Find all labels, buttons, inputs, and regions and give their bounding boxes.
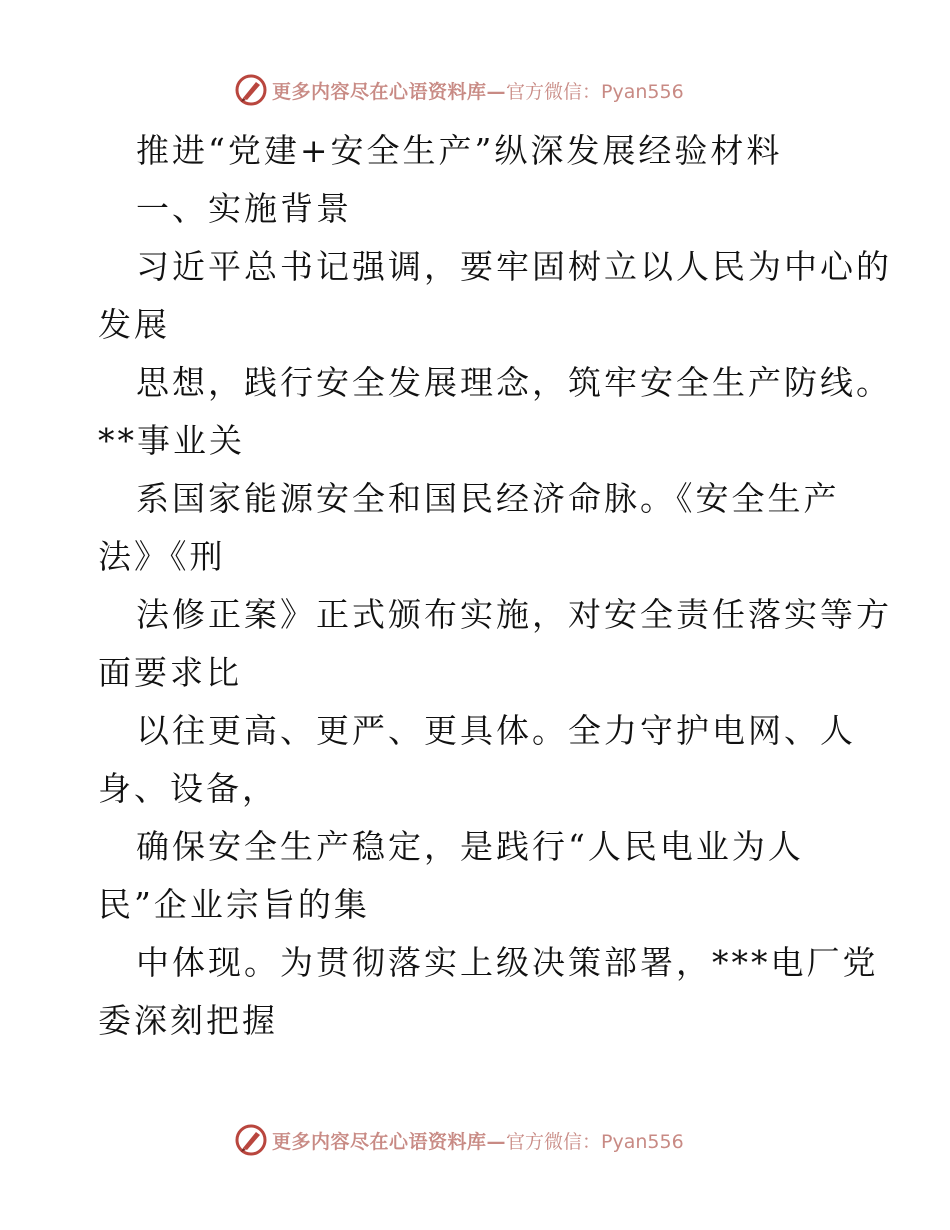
paragraph-line: 以往更高、更严、更具体。全力守护电网、人 (136, 711, 856, 750)
banner-wechat-text: 官方微信：Pyan556 (506, 80, 684, 103)
paragraph-line: 法修正案》正式颁布实施，对安全责任落实等方 (136, 595, 892, 634)
banner-site-text: 更多内容尽在心语资料库— (272, 80, 507, 103)
banner-site-text: 更多内容尽在心语资料库— (272, 1130, 507, 1153)
paragraph-line: 民”企业宗旨的集 (98, 885, 370, 924)
paragraph-line: 委深刻把握 (98, 1001, 278, 1040)
paragraph-line: 习近平总书记强调，要牢固树立以人民为中心的 (136, 247, 892, 286)
quill-pen-seal-icon (234, 73, 268, 107)
paragraph-line: 面要求比 (98, 653, 242, 692)
paragraph-line: 法》《刑 (98, 537, 226, 576)
header-watermark-banner (234, 70, 684, 110)
footer-watermark-banner (234, 1120, 684, 1160)
paragraph-line: 身、设备， (98, 769, 278, 808)
paragraph-line: **事业关 (98, 421, 245, 460)
paragraph-line: 思想，践行安全发展理念，筑牢安全生产防线。 (136, 363, 892, 402)
paragraph-line: 确保安全生产稳定，是践行“人民电业为人 (136, 827, 804, 866)
section-heading: 一、实施背景 (136, 189, 352, 228)
document-title: 推进“党建+安全生产”纵深发展经验材料 (136, 131, 783, 170)
quill-pen-seal-icon (234, 1123, 268, 1157)
paragraph-line: 中体现。为贯彻落实上级决策部署，***电厂党 (136, 943, 879, 982)
banner-wechat-text: 官方微信：Pyan556 (506, 1130, 684, 1153)
paragraph-line: 系国家能源安全和国民经济命脉。《安全生产 (136, 479, 840, 518)
document-body (98, 122, 892, 1050)
paragraph-line: 发展 (98, 305, 170, 344)
